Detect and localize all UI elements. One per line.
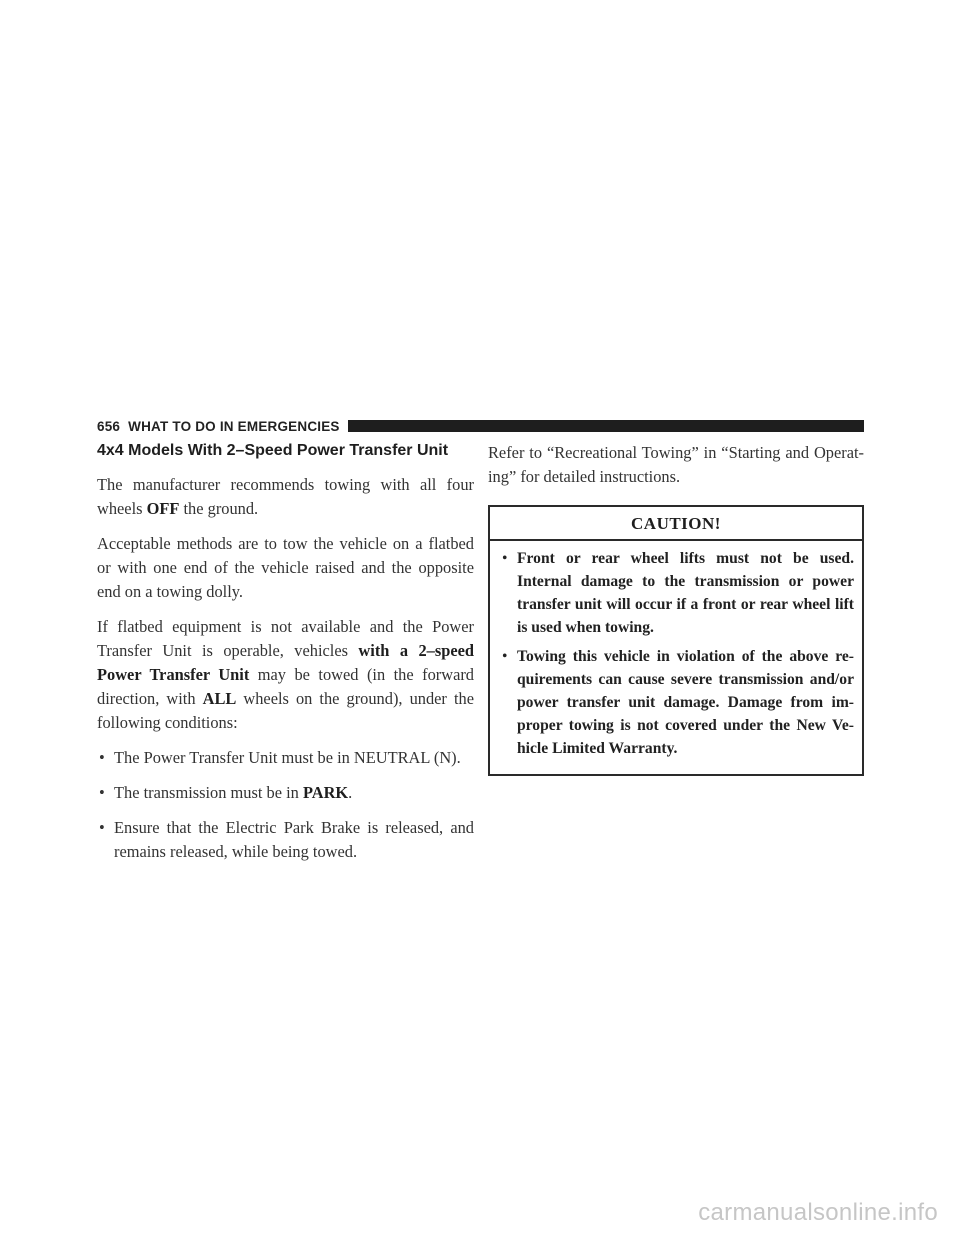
paragraph-acceptable-methods: Acceptable methods are to tow the vehicle on a flatbed or with one end of the vehicle raised and the opposite end on a towing dolly. — [97, 534, 474, 601]
caution-list — [500, 547, 854, 760]
list-item-text: . — [348, 783, 353, 802]
page-number: 656 — [97, 418, 121, 434]
conditions-list — [97, 746, 474, 864]
section-title: WHAT TO DO IN EMERGENCIES — [128, 418, 340, 434]
watermark: carmanualsonline.info — [698, 1199, 938, 1226]
list-item — [500, 547, 854, 639]
left-column — [97, 441, 474, 875]
right-column — [488, 441, 864, 776]
bullet-glyph: • — [502, 648, 508, 665]
list-item — [500, 645, 854, 760]
paragraph-flatbed-conditions — [97, 615, 474, 735]
text: may be towed (in the forward direction, with — [97, 665, 474, 708]
list-item-text: Ensure that the Electric Park Brake is released, and remains released, while being towed. — [114, 818, 474, 861]
list-item-text: The transmission must be in — [114, 783, 303, 802]
bold-text: PARK — [302, 783, 349, 802]
bullet-glyph: • — [502, 550, 508, 567]
bold-text: OFF — [146, 499, 180, 518]
paragraph-towing-recommendation — [97, 473, 474, 521]
caution-box — [488, 505, 864, 776]
text: The manufacturer recommends towing with all four wheels — [97, 475, 474, 518]
caution-title: CAUTION! — [490, 507, 862, 541]
list-item-text: The Power Transfer Unit must be in NEUTRAL (N). — [114, 748, 461, 767]
bold-text: ALL — [202, 689, 237, 708]
text: wheels on the ground), under the following conditions: — [97, 689, 474, 732]
list-item-text: Towing this vehicle in violation of the above re- quirements can cause severe transmission and/or power transfer unit damage. Damage from im- proper towing is not covered under the New Ve- hicle Limited Warranty. — [517, 648, 854, 757]
bullet-glyph: • — [99, 783, 105, 802]
text: the ground. — [179, 499, 259, 518]
list-item-text: Front or rear wheel lifts must not be used. Internal damage to the transmission or power transfer unit will occur if a front or rear wheel lift is used when towing. — [517, 550, 854, 636]
bold-text: with a 2–speed Power Transfer Unit — [97, 641, 475, 684]
list-item — [97, 781, 474, 805]
text: If flatbed equipment is not available and the Power Transfer Unit is operable, vehicles — [97, 617, 474, 660]
page-header — [97, 417, 864, 435]
caution-body — [490, 541, 862, 774]
header-rule — [348, 420, 864, 432]
list-item — [97, 816, 474, 864]
list-item — [97, 746, 474, 770]
paragraph-recreational-towing-reference: Refer to “Recreational Towing” in “Starting and Operat- ing” for detailed instructions. — [488, 443, 864, 486]
section-heading: 4x4 Models With 2–Speed Power Transfer Unit — [97, 442, 449, 459]
bullet-glyph: • — [99, 818, 105, 837]
bullet-glyph: • — [99, 748, 105, 767]
